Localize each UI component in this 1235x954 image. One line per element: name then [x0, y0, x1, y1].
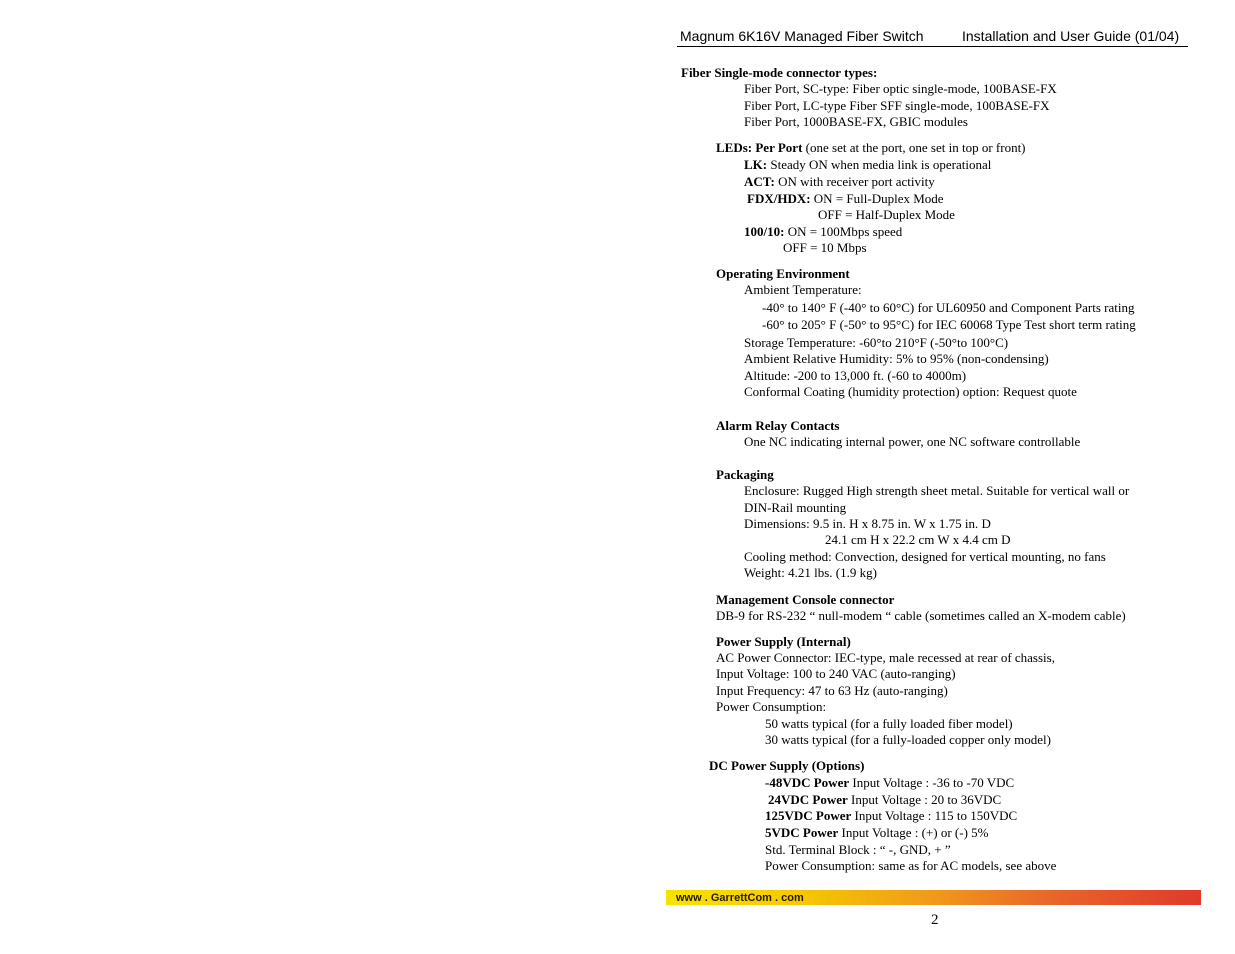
dc-power-consumption: Power Consumption: same as for AC models, see above	[765, 858, 1057, 873]
led-lk-label: LK:	[744, 157, 768, 172]
console-text: DB-9 for RS-232 “ null-modem “ cable (sometimes called an X-modem cable)	[716, 608, 1126, 623]
relative-humidity: Ambient Relative Humidity: 5% to 95% (non-condensing)	[744, 351, 1049, 366]
led-lk-line	[744, 157, 991, 173]
dimensions-cm: 24.1 cm H x 22.2 cm W x 4.4 cm D	[825, 532, 1011, 547]
dc-48v-text: Input Voltage : -36 to -70 VDC	[849, 775, 1015, 790]
leds-heading-note: (one set at the port, one set in top or front)	[802, 140, 1026, 155]
led-speed-off: OFF = 10 Mbps	[783, 240, 867, 255]
weight: Weight: 4.21 lbs. (1.9 kg)	[744, 565, 877, 580]
dc-24v-label: 24VDC Power	[768, 792, 848, 807]
power-heading: Power Supply (Internal)	[716, 634, 851, 649]
environment-heading: Operating Environment	[716, 266, 850, 281]
cooling-method: Cooling method: Convection, designed for vertical mounting, no fans	[744, 549, 1106, 564]
dc-power-heading: DC Power Supply (Options)	[709, 758, 865, 773]
power-consumption-label: Power Consumption:	[716, 699, 827, 714]
dc-24v-line	[768, 792, 1001, 808]
terminal-block: Std. Terminal Block : “ -, GND, + ”	[765, 842, 951, 857]
dc-5v-label: 5VDC Power	[765, 825, 839, 840]
header-rule	[677, 46, 1188, 47]
fiber-sc-line: Fiber Port, SC-type: Fiber optic single-mode, 100BASE-FX	[744, 81, 1057, 96]
storage-temperature: Storage Temperature: -60°to 210°F (-50°to 100°C)	[744, 335, 1009, 350]
conformal-coating: Conformal Coating (humidity protection) option: Request quote	[744, 384, 1077, 399]
dc-48v-line	[765, 775, 1014, 791]
dc-5v-line	[765, 825, 988, 841]
dc-24v-text: Input Voltage : 20 to 36VDC	[847, 792, 1002, 807]
temperature-iec-rating: -60° to 205° F (-50° to 95°C) for IEC 60068 Type Test short term rating	[762, 317, 1136, 332]
header-guide-title: Installation and User Guide (01/04)	[962, 28, 1180, 44]
input-voltage: Input Voltage: 100 to 240 VAC (auto-ranging)	[716, 666, 956, 681]
led-fdx-label: FDX/HDX:	[747, 191, 811, 206]
enclosure-continued: DIN-Rail mounting	[744, 500, 847, 515]
alarm-heading: Alarm Relay Contacts	[716, 418, 840, 433]
dc-48v-label: -48VDC Power	[765, 775, 850, 790]
ac-power-connector: AC Power Connector: IEC-type, male recessed at rear of chassis,	[716, 650, 1055, 665]
dimensions-inches: Dimensions: 9.5 in. H x 8.75 in. W x 1.75 in. D	[744, 516, 991, 531]
leds-heading: LEDs: Per Port	[716, 140, 803, 155]
altitude: Altitude: -200 to 13,000 ft. (-60 to 4000m)	[744, 368, 967, 383]
temperature-ul-rating: -40° to 140° F (-40° to 60°C) for UL60950 and Component Parts rating	[762, 300, 1135, 315]
consumption-copper-model: 30 watts typical (for a fully-loaded copper only model)	[765, 732, 1051, 747]
fiber-lc-line: Fiber Port, LC-type Fiber SFF single-mode, 100BASE-FX	[744, 98, 1050, 113]
dc-125v-line	[765, 808, 1017, 824]
dc-5v-text: Input Voltage : (+) or (-) 5%	[838, 825, 989, 840]
led-act-label: ACT:	[744, 174, 775, 189]
input-frequency: Input Frequency: 47 to 63 Hz (auto-ranging)	[716, 683, 948, 698]
dc-125v-label: 125VDC Power	[765, 808, 852, 823]
led-speed-line	[744, 224, 902, 240]
dc-125v-text: Input Voltage : 115 to 150VDC	[851, 808, 1018, 823]
consumption-fiber-model: 50 watts typical (for a fully loaded fiber model)	[765, 716, 1013, 731]
console-heading: Management Console connector	[716, 592, 895, 607]
led-lk-text: Steady ON when media link is operational	[767, 157, 992, 172]
led-fdx-off: OFF = Half-Duplex Mode	[818, 207, 955, 222]
led-fdx-line	[747, 191, 944, 207]
led-speed-text: ON = 100Mbps speed	[784, 224, 903, 239]
ambient-temperature-label: Ambient Temperature:	[744, 282, 862, 297]
leds-heading-line	[716, 140, 1026, 156]
header-product-name: Magnum 6K16V Managed Fiber Switch	[680, 28, 924, 44]
packaging-heading: Packaging	[716, 467, 774, 482]
fiber-heading: Fiber Single-mode connector types:	[681, 65, 878, 80]
fiber-gbic-line: Fiber Port, 1000BASE-FX, GBIC modules	[744, 114, 968, 129]
led-fdx-text: ON = Full-Duplex Mode	[810, 191, 944, 206]
footer-website: www . GarrettCom . com	[676, 892, 804, 904]
alarm-text: One NC indicating internal power, one NC software controllable	[744, 434, 1081, 449]
led-act-text: ON with receiver port activity	[774, 174, 935, 189]
enclosure-line: Enclosure: Rugged High strength sheet metal. Suitable for vertical wall or	[744, 483, 1130, 498]
led-act-line	[744, 174, 935, 190]
page-number: 2	[931, 912, 939, 928]
led-speed-label: 100/10:	[744, 224, 785, 239]
